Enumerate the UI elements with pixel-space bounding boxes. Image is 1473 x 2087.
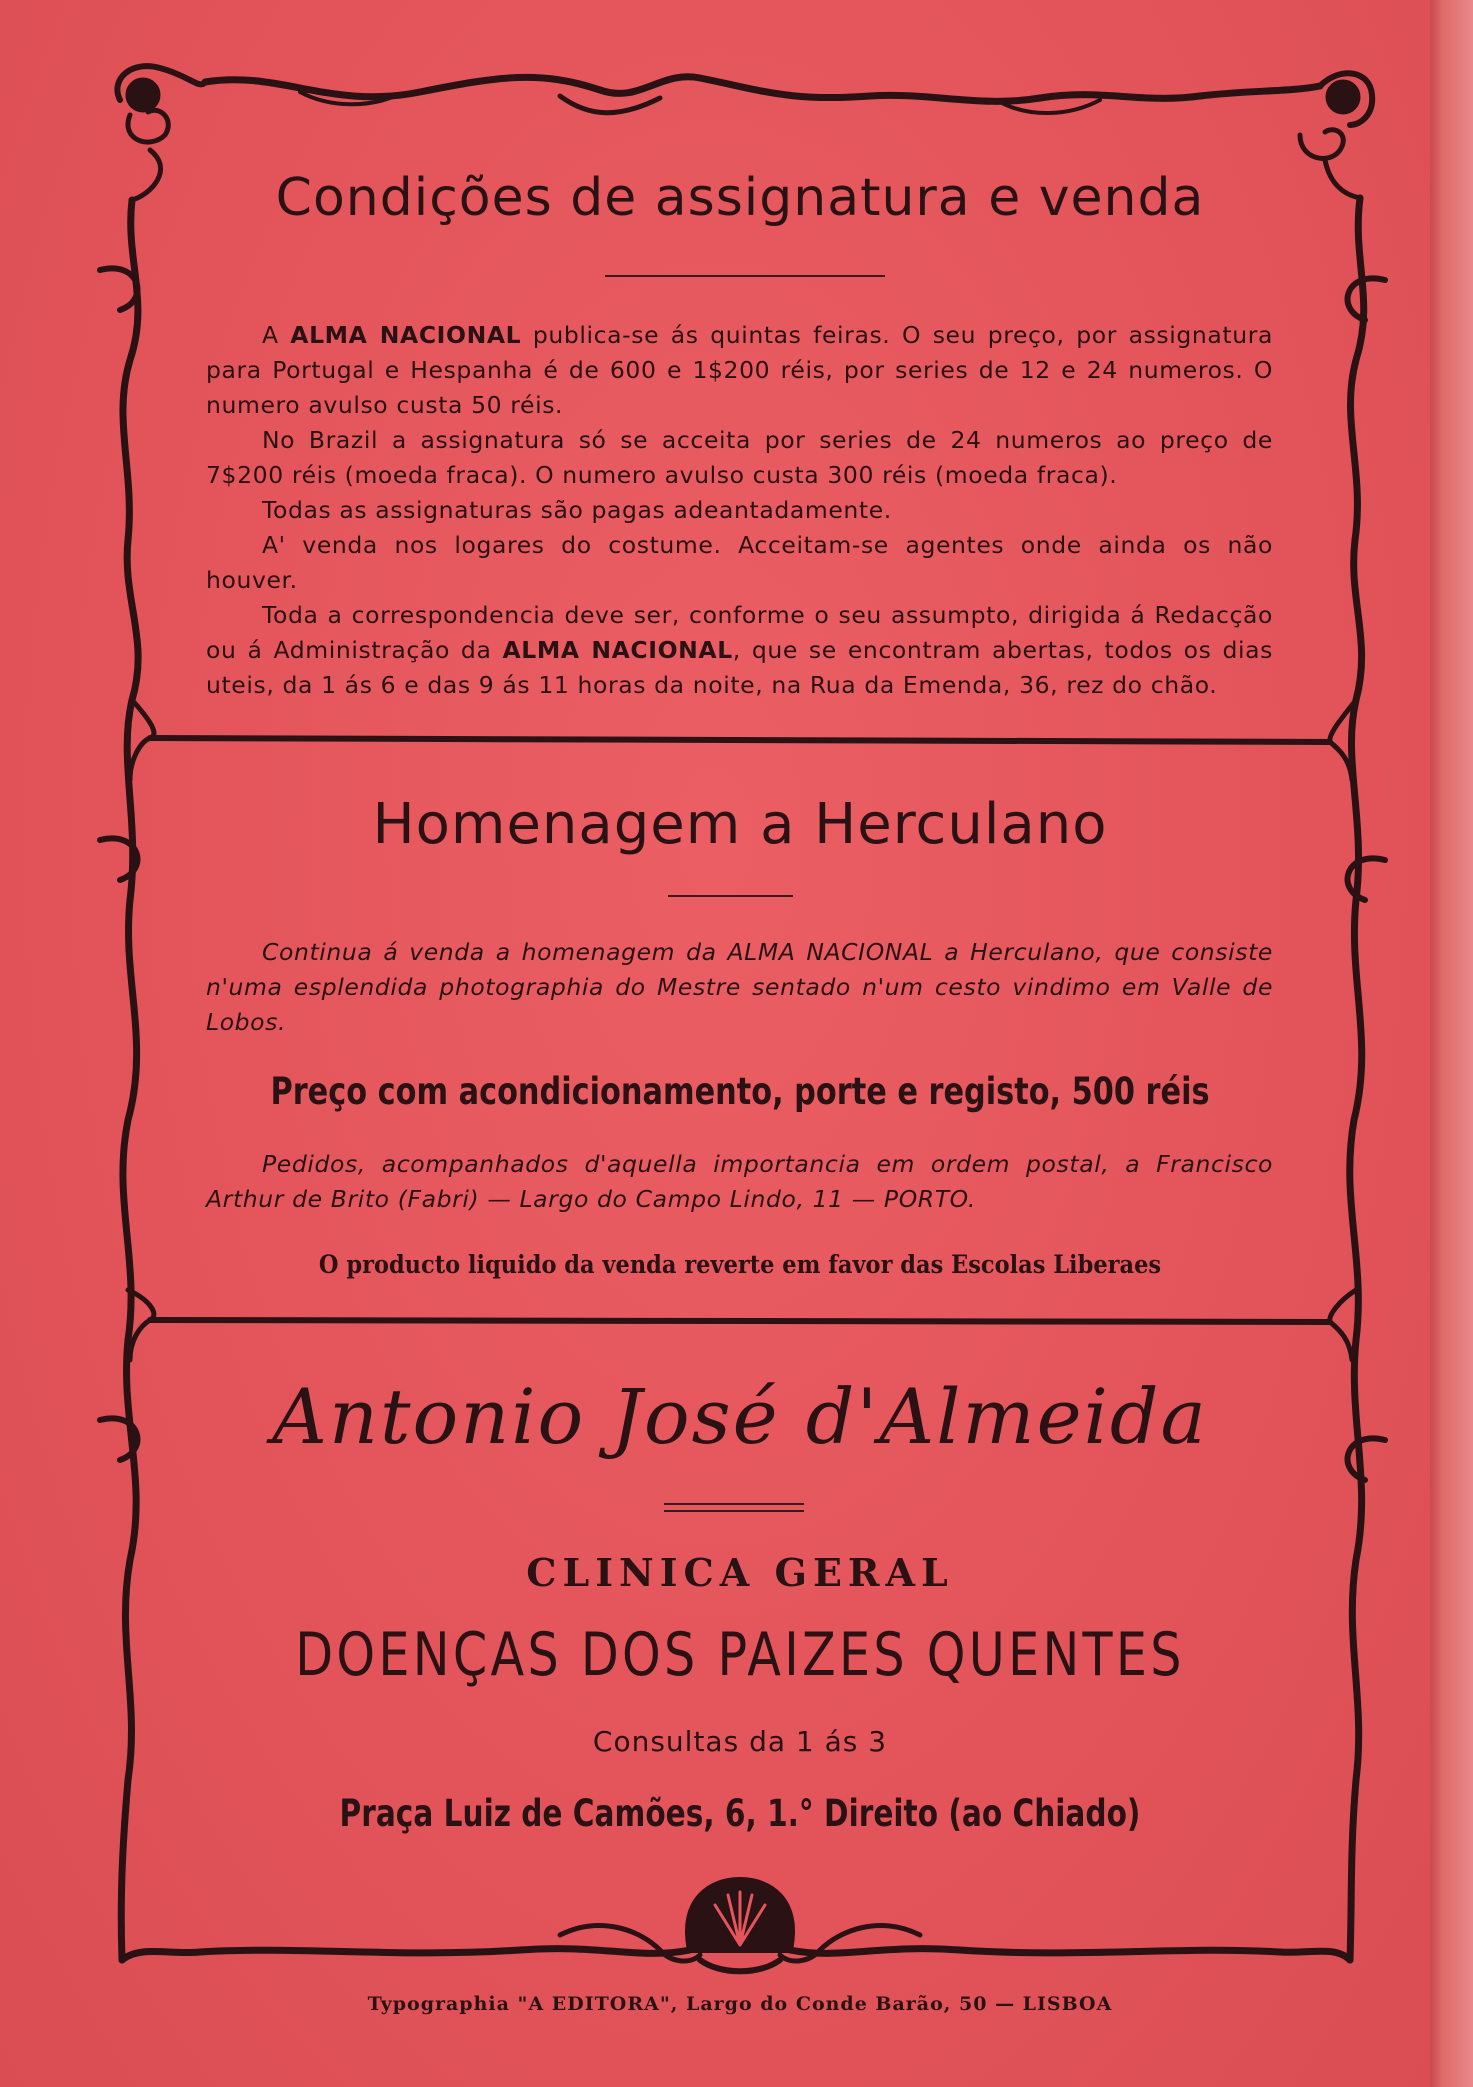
section2-note: O producto liquido da venda reverte em favor das Escolas Liberaes [318,1250,1162,1279]
section3-rule-1 [664,1503,804,1505]
frame-top-line [205,77,1320,102]
section1-title: Condições de assignatura e venda [275,168,1205,228]
section2-order-info [206,1147,1273,1217]
section3-specialty: DOENÇAS DOS PAIZES QUENTES [295,1620,1185,1690]
section2-paragraph-2: Pedidos, acompanhados d'aquella importancia em ordem postal, a Francisco Arthur de Brito (Fabri) — Largo do Campo Lindo, 11 — PORTO. [206,1150,1273,1213]
shell-ornament [688,1880,792,1971]
brand-name: ALMA NACIONAL [502,636,733,664]
frame-right-line [1350,198,1364,1960]
section2-title-rule [668,895,793,897]
section2-title: Homenagem a Herculano [372,792,1108,857]
section2-price: Preço com acondicionamento, porte e registo, 500 réis [270,1070,1210,1113]
section3-address: Praça Luiz de Camões, 6, 1.° Direito (ao Chiado) [339,1792,1141,1835]
section1-paragraph-5: Toda a correspondencia deve ser, conforme o seu assumpto, dirigida á Redacção ou á Administração da ALMA NACIONAL, que se encontram abertas, todos os dias uteis, da 1 ás 6 e das 9 ás 11 horas da noite, na Rua da Emenda, 36, rez do chão. [206,601,1273,699]
section1-body [206,318,1273,703]
section2-paragraph-1: Continua á venda a homenagem da ALMA NACIONAL a Herculano, que consiste n'uma esplendida photographia do Mestre sentado n'um cesto vindimo em Valle de Lobos. [206,938,1273,1036]
section1-paragraph-1: A ALMA NACIONAL publica-se ás quintas feiras. O seu preço, por assignatura para Portugal e Hespanha é de 600 e 1$200 réis, por series de 12 e 24 numeros. O numero avulso custa 50 réis. [206,321,1273,419]
frame-left-line [121,200,138,1960]
section2-body [206,935,1273,1040]
section3-clinic: CLINICA GERAL [526,1550,954,1595]
section3-doctor-name: Antonio José d'Almeida [272,1372,1208,1461]
frame-divider-2 [128,1290,1356,1360]
section1-paragraph-4: A' venda nos logares do costume. Acceitam-se agentes onde ainda os não houver. [206,531,1273,594]
frame-divider-1 [130,700,1356,780]
brand-name: ALMA NACIONAL [290,321,522,349]
section1-paragraph-2: No Brazil a assignatura só se acceita por series de 24 numeros ao preço de 7$200 réis (moeda fraca). O numero avulso custa 300 réis (moeda fraca). [206,426,1273,489]
section1-paragraph-3: Todas as assignaturas são pagas adeantadamente. [262,496,892,524]
section3-hours: Consultas da 1 ás 3 [592,1725,888,1758]
section1-title-rule [605,275,885,277]
footer-imprint: Typographia "A EDITORA", Largo do Conde Barão, 50 — LISBOA [367,1993,1113,2015]
section3-rule-2 [664,1510,804,1512]
